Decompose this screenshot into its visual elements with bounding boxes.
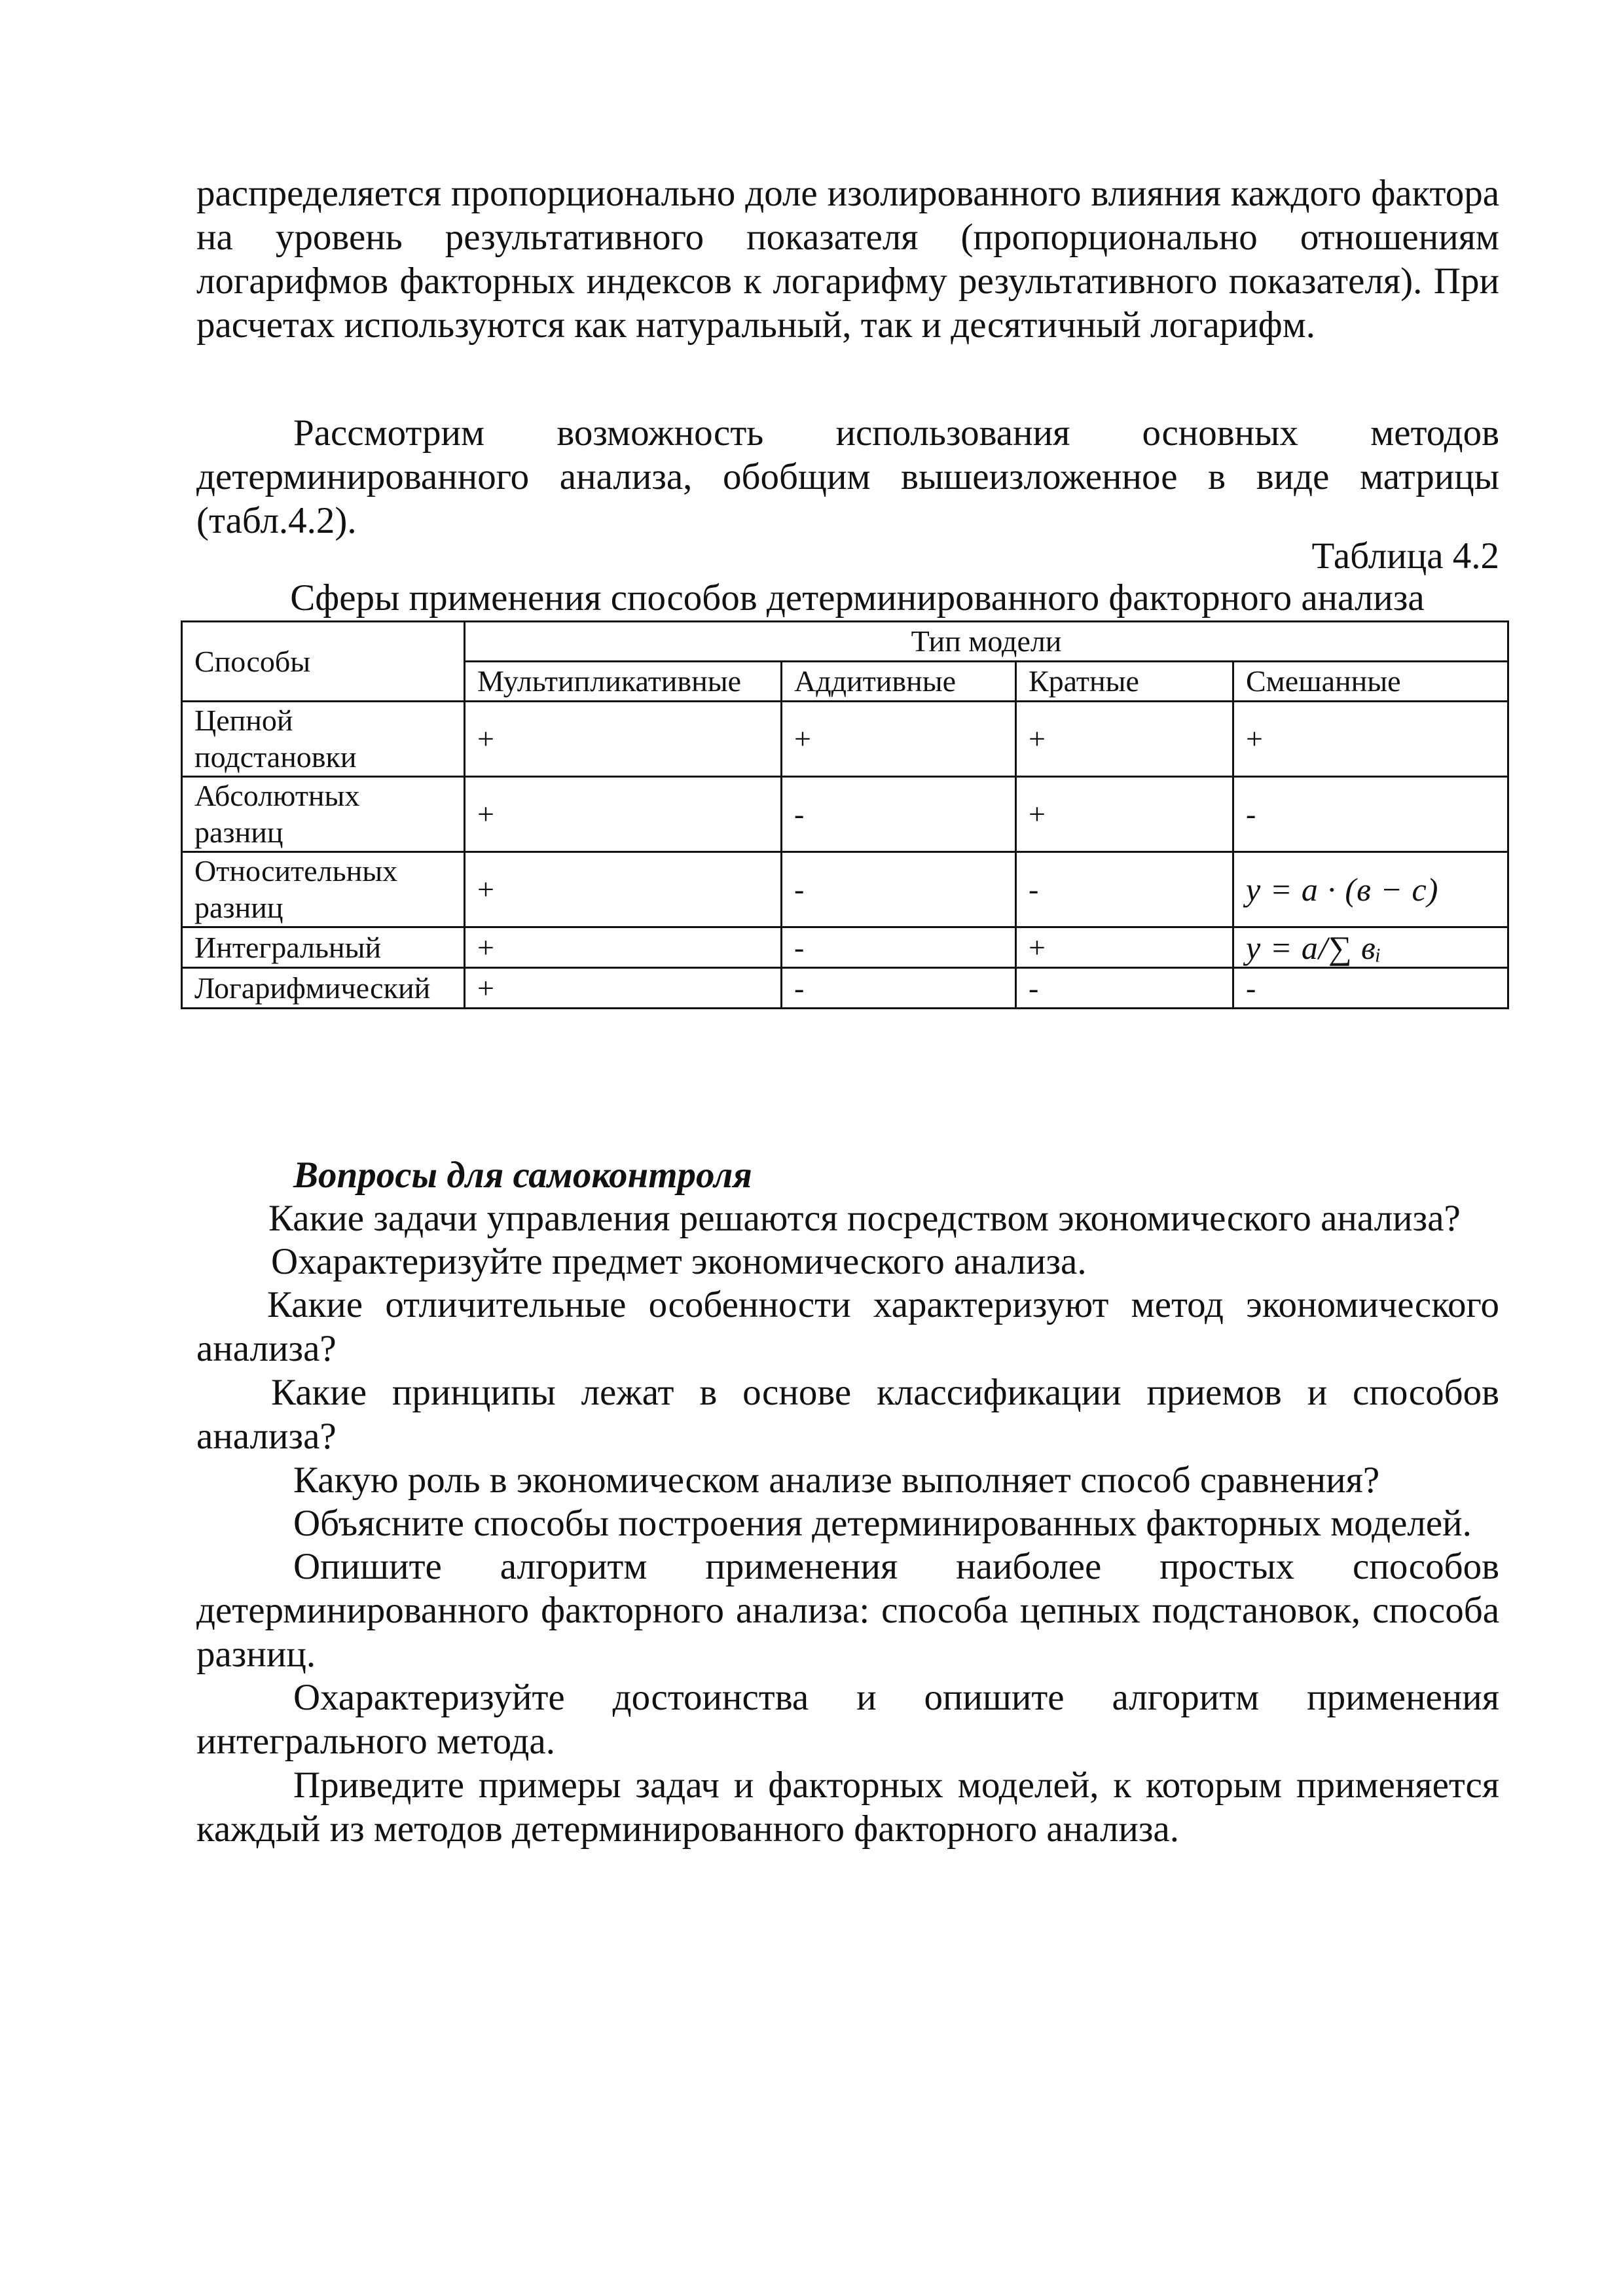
question-item: Какие задачи управления решаются посредством экономического анализа? bbox=[268, 1198, 1461, 1239]
question-item: Приведите примеры задач и факторных моделей, к которым применяется каждый из методов детерминированного факторного анализа. bbox=[196, 1765, 1499, 1850]
question-item: Какие принципы лежат в основе классификации приемов и способов анализа? bbox=[196, 1372, 1499, 1457]
table-row bbox=[182, 702, 1508, 777]
table-cell: + bbox=[1016, 777, 1233, 852]
formula-cell: y = a/∑ вᵢ bbox=[1233, 927, 1508, 968]
question-item: Охарактеризуйте достоинства и опишите алгоритм применения интегрального метода. bbox=[196, 1677, 1499, 1762]
questions-heading: Вопросы для самоконтроля bbox=[293, 1155, 752, 1196]
table-row bbox=[182, 852, 1508, 927]
table-row bbox=[182, 927, 1508, 968]
column-header: Кратные bbox=[1016, 662, 1233, 702]
table-cell: + bbox=[465, 702, 782, 777]
question-item: Объясните способы построения детерминированных факторных моделей. bbox=[293, 1503, 1472, 1544]
table-cell: - bbox=[1016, 852, 1233, 927]
table-number: Таблица 4.2 bbox=[1311, 535, 1499, 577]
table-cell: + bbox=[465, 777, 782, 852]
question-item: Опишите алгоритм применения наиболее простых способов детерминированного факторного анализа: способа цепных подстановок, способа разниц. bbox=[196, 1546, 1499, 1675]
table-cell: + bbox=[465, 852, 782, 927]
table-cell: - bbox=[782, 852, 1016, 927]
table-cell: - bbox=[782, 927, 1016, 968]
row-method: Относительных разниц bbox=[182, 852, 465, 927]
column-header: Аддитивные bbox=[782, 662, 1016, 702]
table-cell: + bbox=[1016, 702, 1233, 777]
body-paragraph-1: распределяется пропорционально доле изолированного влияния каждого фактора на уровень результативного показателя (пропорционально отношениям логарифмов факторных индексов к логарифму результативного показателя). При расчетах используются как натуральный, так и десятичный логарифм. bbox=[196, 173, 1499, 346]
row-method: Абсолютных разниц bbox=[182, 777, 465, 852]
table-cell: + bbox=[1233, 702, 1508, 777]
column-header: Мультипликативные bbox=[465, 662, 782, 702]
table-cell: + bbox=[1016, 927, 1233, 968]
body-paragraph-2: Рассмотрим возможность использования основных методов детерминированного анализа, обобщим вышеизложенное в виде матрицы (табл.4.2). bbox=[196, 412, 1499, 541]
table-cell: + bbox=[465, 927, 782, 968]
table-cell: - bbox=[782, 968, 1016, 1009]
row-method: Логарифмический bbox=[182, 968, 465, 1009]
table-cell: - bbox=[1233, 777, 1508, 852]
table-header-row bbox=[182, 622, 1508, 662]
table-cell: - bbox=[782, 777, 1016, 852]
table-cell: + bbox=[782, 702, 1016, 777]
table-title: Сферы применения способов детерминированного факторного анализа bbox=[290, 577, 1425, 619]
question-item: Охарактеризуйте предмет экономического анализа. bbox=[271, 1241, 1087, 1282]
table-cell: - bbox=[1233, 968, 1508, 1009]
table-row bbox=[182, 968, 1508, 1009]
formula-cell: y = a · (в − c) bbox=[1233, 852, 1508, 927]
column-header: Смешанные bbox=[1233, 662, 1508, 702]
row-method: Интегральный bbox=[182, 927, 465, 968]
question-item: Какую роль в экономическом анализе выполняет способ сравнения? bbox=[293, 1460, 1380, 1501]
header-methods: Способы bbox=[182, 622, 465, 702]
table-cell: - bbox=[1016, 968, 1233, 1009]
table-cell: + bbox=[465, 968, 782, 1009]
header-model-type: Тип модели bbox=[465, 622, 1508, 662]
row-method: Цепной подстановки bbox=[182, 702, 465, 777]
methods-table bbox=[181, 620, 1509, 1009]
question-item: Какие отличительные особенности характеризуют метод экономического анализа? bbox=[196, 1284, 1499, 1369]
table-row bbox=[182, 777, 1508, 852]
